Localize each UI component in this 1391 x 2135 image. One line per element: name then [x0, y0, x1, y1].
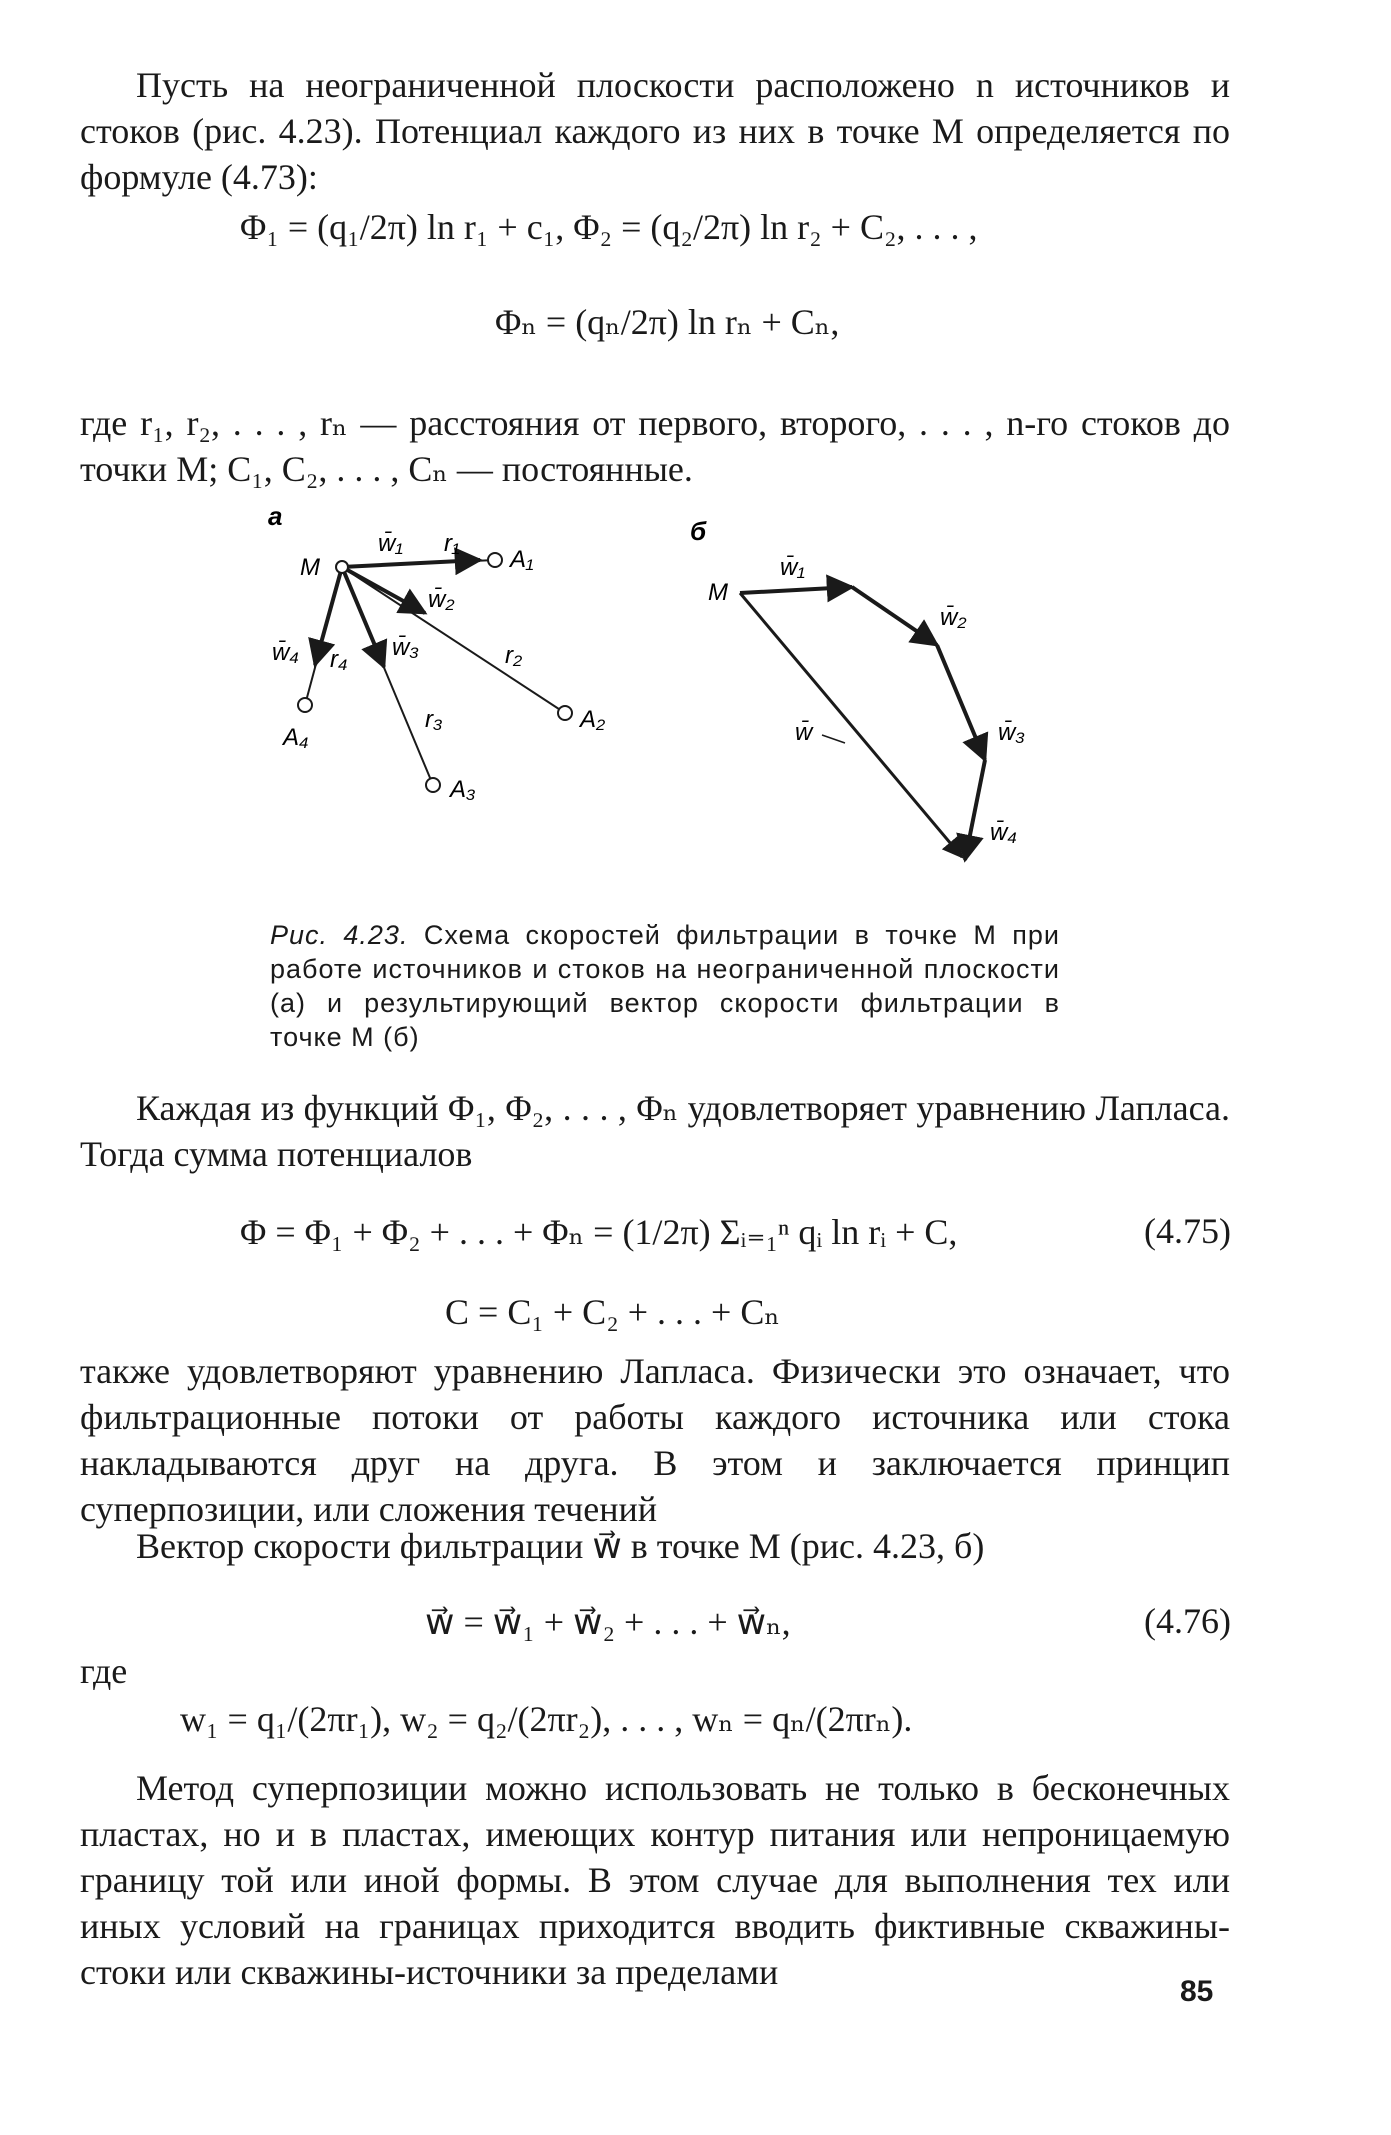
label-a2: A₂ [580, 706, 606, 733]
vector-b-resultant [740, 593, 962, 857]
equation-potentials-1-2: Φ₁ = (q₁/2π) ln r₁ + c₁, Φ₂ = (q₂/2π) ln r₂ + C₂, . . . , [240, 207, 978, 247]
label-b-w3: w̄₃ [998, 719, 1025, 746]
equation-vector-sum: w⃗ = w⃗₁ + w⃗₂ + . . . + w⃗ₙ, [425, 1602, 791, 1642]
paragraph-laplace: Каждая из функций Φ₁, Φ₂, . . . , Φₙ удовлетворяет уравнению Лапласа. Тогда сумма потенциалов [80, 1088, 1230, 1174]
label-a3: A₃ [450, 776, 476, 803]
vector-b-w2 [852, 587, 937, 645]
label-b-w: w̄ [795, 719, 813, 746]
label-b-w2: w̄₂ [940, 604, 967, 631]
vector-w2 [342, 567, 425, 613]
figure-caption [270, 918, 1060, 1054]
figure-4-23 [0, 495, 1391, 895]
paragraph-principle: также удовлетворяют уравнению Лапласа. Физически это означает, что фильтрационные потоки от работы каждого источника или стока накладываются друг на друга. В этом и заключается принцип суперпозиции, или сложения течений [80, 1351, 1230, 1529]
panel-a-label: а [268, 501, 283, 531]
caption-text: Схема скоростей фильтрации в точке M при работе источников и стоков на неограниченной плоскости (а) и результирующий вектор скорости фильтрации в точке M (б) [270, 920, 1060, 1052]
label-a4: A₄ [283, 724, 309, 751]
equation-number-4-75: (4.75) [1144, 1211, 1231, 1251]
equation-number-4-76: (4.76) [1144, 1601, 1231, 1641]
label-r2: r₂ [505, 642, 523, 669]
point-a3 [426, 778, 440, 792]
equation-velocities: w₁ = q₁/(2πr₁), w₂ = q₂/(2πr₂), . . . , wₙ = qₙ/(2πrₙ). [180, 1699, 913, 1739]
label-b-m: M [708, 579, 728, 606]
panel-b-diagram [708, 554, 1025, 860]
label-w1: w̄₁ [378, 530, 403, 557]
label-w3: w̄₃ [392, 634, 419, 661]
label-r1: r₁ [444, 530, 460, 557]
vector-b-w1 [740, 587, 852, 593]
label-b-w4: w̄₄ [990, 819, 1017, 846]
label-w2: w̄₂ [428, 586, 455, 613]
equation-constant-sum: C = C₁ + C₂ + . . . + Cₙ [445, 1292, 780, 1332]
vector-b-w4 [965, 760, 985, 860]
equation-potential-n: Φₙ = (qₙ/2π) ln rₙ + Cₙ, [495, 302, 840, 342]
point-a1 [488, 553, 502, 567]
label-r3: r₃ [425, 706, 443, 733]
point-a2 [558, 706, 572, 720]
label-w4: w̄₄ [272, 639, 299, 666]
label-b-w1: w̄₁ [780, 554, 805, 581]
page-number: 85 [1180, 1975, 1214, 2008]
paragraph-intro: Пусть на неограниченной плоскости расположено n источников и стоков (рис. 4.23). Потенциал каждого из них в точке M определяется по формуле (4.73): [80, 65, 1230, 197]
vector-w3 [342, 567, 384, 667]
caption-label: Рис. 4.23. [270, 920, 409, 950]
label-r4: r₄ [330, 646, 348, 673]
paragraph-definitions: где r₁, r₂, . . . , rₙ — расстояния от первого, второго, . . . , n-го стоков до точки M; C₁, C₂, . . . , Cₙ — постоянные. [80, 403, 1230, 489]
paragraph-velocity-vector: Вектор скорости фильтрации w⃗ в точке M (рис. 4.23, б) [136, 1526, 985, 1566]
label-a1: A₁ [510, 546, 534, 573]
vector-w1 [342, 560, 480, 567]
point-a4 [298, 698, 312, 712]
equation-superposition: Φ = Φ₁ + Φ₂ + . . . + Φₙ = (1/2π) Σᵢ₌₁ⁿ qᵢ ln rᵢ + C, [240, 1212, 958, 1252]
label-m: M [300, 554, 320, 581]
panel-a-diagram [272, 530, 605, 803]
vector-b-w3 [937, 645, 985, 760]
leader-b-w [822, 735, 845, 743]
panel-b-label: б [690, 516, 707, 546]
point-m [336, 561, 348, 573]
paragraph-where: где [80, 1651, 128, 1691]
paragraph-method: Метод суперпозиции можно использовать не только в бесконечных пластах, но и в пластах, имеющих контур питания или непроницаемую границу той или иной формы. В этом случае для выполнения тех или иных условий на границах приходится вводить фиктивные скважины-стоки или скважины-источники за пределами [80, 1768, 1230, 1992]
